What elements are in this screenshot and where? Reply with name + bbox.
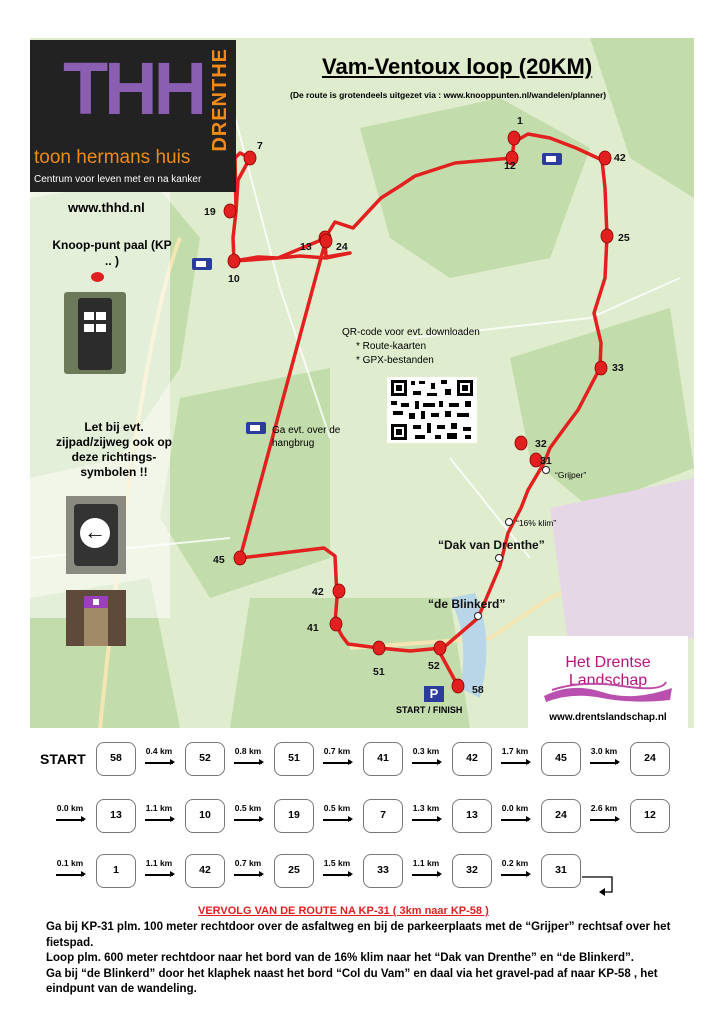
kp-box: 13 [452, 799, 492, 833]
kp-label: 33 [612, 362, 624, 374]
leg-distance: 0.0 km [56, 803, 84, 813]
leg-arrow-icon [501, 762, 529, 764]
kp-label: 41 [307, 622, 319, 634]
signpost-icon [64, 292, 126, 374]
leg-arrow-icon [234, 819, 262, 821]
hangbrug-note: Ga evt. over de hangbrug [272, 425, 341, 449]
logo-side-text: DRENTHE [209, 48, 231, 152]
logo-name: toon hermans huis [34, 147, 191, 168]
kp-label: 1 [517, 115, 523, 127]
map-title: Vam-Ventoux loop (20KM) [322, 54, 593, 79]
leg-distance: 0.5 km [234, 803, 262, 813]
kp-box: 58 [96, 742, 136, 776]
leg-distance: 1.3 km [412, 803, 440, 813]
kp-label: 45 [213, 554, 225, 566]
kp-box: 24 [541, 799, 581, 833]
leg-arrow-icon [412, 874, 440, 876]
leg-distance: 0.4 km [145, 746, 173, 756]
kp-label: 32 [535, 438, 547, 450]
drentse-landschap-logo [528, 636, 688, 728]
start-finish-label: START / FINISH [396, 705, 463, 715]
map-subtitle: (De route is grotendeels uitgezet via : www.knooppunten.nl/wandelen/planner) [290, 90, 607, 100]
kp-box: 33 [363, 854, 403, 888]
kp-box: 1 [96, 854, 136, 888]
kp-label: 7 [257, 140, 263, 152]
kp-box: 31 [541, 854, 581, 888]
leg-arrow-icon [234, 874, 262, 876]
leg-distance: 3.0 km [590, 746, 618, 756]
kp-label: 25 [618, 232, 630, 244]
partner-url[interactable]: www.drentslandschap.nl [549, 712, 667, 723]
leg-distance: 0.0 km [501, 803, 529, 813]
blinkerd-label: “de Blinkerd” [428, 597, 506, 611]
leg-arrow-icon [412, 819, 440, 821]
leg-distance: 1.1 km [145, 858, 173, 868]
qr-code-icon[interactable] [387, 377, 477, 443]
leg-distance: 1.1 km [145, 803, 173, 813]
purple-marker-post-icon [66, 590, 126, 646]
leg-distance: 0.2 km [501, 858, 529, 868]
leg-arrow-icon [56, 819, 84, 821]
kp-box: 52 [185, 742, 225, 776]
kp-box: 51 [274, 742, 314, 776]
kp-label: 10 [228, 273, 240, 285]
leg-distance: 1.1 km [412, 858, 440, 868]
leg-arrow-icon [501, 819, 529, 821]
legend-kp-label: Knoop-punt paal (KP .. ) [52, 238, 172, 268]
kp-label: 52 [428, 660, 440, 672]
website-link[interactable]: www.thhd.nl [68, 200, 145, 215]
kp-box: 7 [363, 799, 403, 833]
grijper-label: “Grijper” [555, 470, 587, 480]
leg-arrow-icon [590, 762, 618, 764]
leg-arrow-icon [234, 762, 262, 764]
qr-item: * Route-kaarten [356, 341, 427, 352]
sequence-start-label: START [40, 751, 86, 767]
kp-label: 31 [540, 455, 552, 467]
continuation-connector [582, 870, 618, 900]
kp-label: 58 [472, 684, 484, 696]
kp-box: 13 [96, 799, 136, 833]
leg-arrow-icon [145, 762, 173, 764]
klim-label: “16% klim” [516, 518, 557, 528]
leg-distance: 0.1 km [56, 858, 84, 868]
continuation-text [46, 920, 686, 998]
kp-label: 24 [336, 241, 348, 253]
continuation-heading: VERVOLG VAN DE ROUTE NA KP-31 ( 3km naar KP-58 ) [198, 905, 489, 917]
leg-distance: 0.7 km [323, 746, 351, 756]
leg-arrow-icon [323, 874, 351, 876]
leg-arrow-icon [590, 819, 618, 821]
leg-arrow-icon [323, 819, 351, 821]
kp-box: 19 [274, 799, 314, 833]
leg-arrow-icon [56, 874, 84, 876]
kp-box: 12 [630, 799, 670, 833]
leg-arrow-icon [145, 819, 173, 821]
continuation-paragraph: Ga bij KP-31 plm. 100 meter rechtdoor over de asfaltweg en bij de parkeerplaats met de “Grijper” rechtsaf over het fietspad. [46, 921, 671, 949]
leg-distance: 0.8 km [234, 746, 262, 756]
direction-arrow-icon: ← [66, 496, 126, 574]
parking-icon: P [424, 686, 444, 702]
developed-area [550, 478, 694, 658]
kp-box: 25 [274, 854, 314, 888]
leg-distance: 0.5 km [323, 803, 351, 813]
kp-box: 24 [630, 742, 670, 776]
leg-arrow-icon [323, 762, 351, 764]
leg-arrow-icon [501, 874, 529, 876]
qr-item: * GPX-bestanden [356, 355, 434, 366]
kp-label: 13 [300, 241, 312, 253]
kp-box: 45 [541, 742, 581, 776]
dak-van-drenthe-label: “Dak van Drenthe” [438, 538, 545, 552]
logo-tagline: Centrum voor leven met en na kanker [34, 174, 202, 185]
continuation-paragraph: Loop plm. 600 meter rechtdoor naar het bord van de 16% klim naar het “Dak van Drenthe” en “de Blinkerd”. [46, 952, 634, 964]
partner-name: Het Drentse Landschap [565, 654, 651, 689]
kp-box: 41 [363, 742, 403, 776]
legend-kp-dot [91, 272, 104, 282]
thh-logo [30, 40, 236, 192]
kp-box: 42 [452, 742, 492, 776]
leg-distance: 2.6 km [590, 803, 618, 813]
leg-distance: 1.7 km [501, 746, 529, 756]
qr-caption [342, 326, 480, 368]
logo-letters: THH [62, 47, 204, 130]
leg-distance: 0.7 km [234, 858, 262, 868]
kp-label: 12 [504, 160, 516, 172]
leg-distance: 1.5 km [323, 858, 351, 868]
qr-heading: QR-code voor evt. downloaden [342, 327, 480, 338]
kp-box: 42 [185, 854, 225, 888]
kp-box: 10 [185, 799, 225, 833]
landscape-brush-icon [542, 678, 674, 706]
kp-label: 42 [614, 152, 626, 164]
leg-arrow-icon [412, 762, 440, 764]
kp-box: 32 [452, 854, 492, 888]
kp-label: 19 [204, 206, 216, 218]
leg-arrow-icon [145, 874, 173, 876]
kp-label: 51 [373, 666, 385, 678]
kp-label: 42 [312, 586, 324, 598]
legend-warning: Let bij evt. zijpad/zijweg ook op deze richtings-symbolen !! [55, 420, 172, 479]
continuation-paragraph: Ga bij “de Blinkerd” door het klaphek naast het bord “Col du Vam” en daal via het gravel-pad af naar KP-58 , het eindpunt van de wandeling. [46, 967, 658, 995]
leg-distance: 0.3 km [412, 746, 440, 756]
